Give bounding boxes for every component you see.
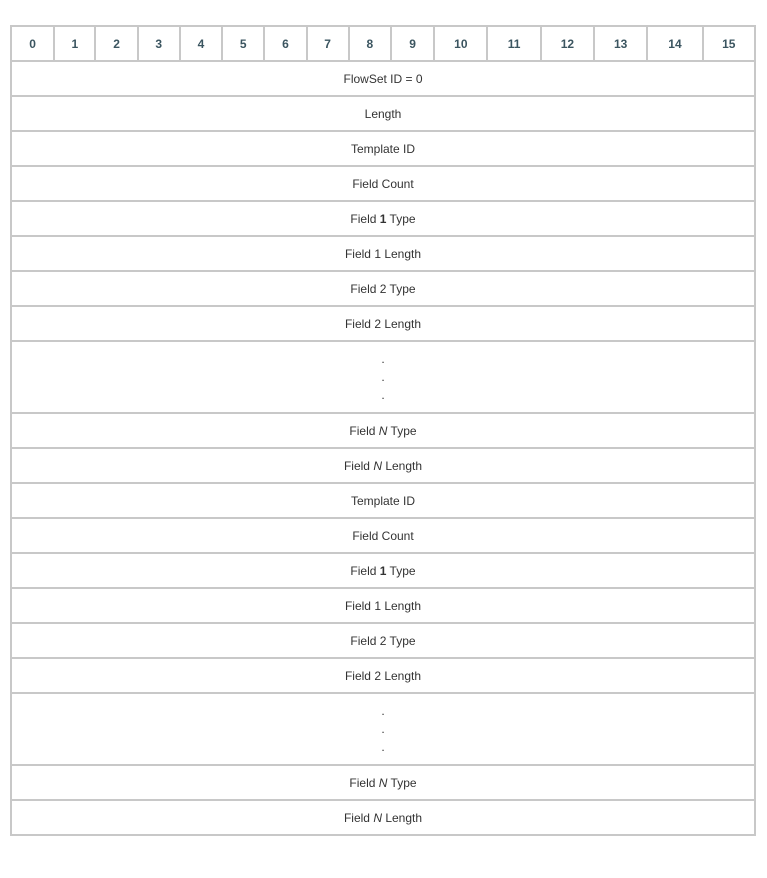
ellipsis-dot: . [381,704,385,718]
field-row [11,588,755,623]
field-label-part: Field [349,775,379,790]
bit-number-7: 7 [307,26,349,61]
field-label-part: Template ID [350,141,416,156]
field-cell [11,623,755,658]
field-label-part: FlowSet ID = 0 [343,71,423,86]
field-cell [11,800,755,835]
bit-number-8: 8 [349,26,391,61]
field-row [11,800,755,835]
ellipsis-cell [11,693,755,765]
field-row [11,166,755,201]
field-label-part: Type [386,563,416,578]
bit-number-2: 2 [95,26,137,61]
field-row [11,306,755,341]
field-cell [11,413,755,448]
field-row [11,765,755,800]
field-label-part: Field 2 Type [350,633,416,648]
field-cell [11,483,755,518]
ellipsis-row [11,693,755,765]
ellipsis-dot: . [381,352,385,366]
field-row [11,623,755,658]
template-flowset-table [10,25,756,836]
bit-number-1: 1 [54,26,95,61]
field-label-part: N [373,458,382,473]
field-row [11,236,755,271]
field-cell [11,553,755,588]
bit-number-11: 11 [487,26,540,61]
field-label-part: Field [349,423,379,438]
field-cell [11,448,755,483]
ellipsis-dot: . [381,370,385,384]
ellipsis-row [11,341,755,413]
field-label-part: N [373,810,382,825]
bit-header-row [11,26,755,61]
bit-number-4: 4 [180,26,222,61]
field-cell [11,588,755,623]
field-label-part: Field Count [352,176,414,191]
bit-number-3: 3 [138,26,180,61]
ellipsis-dot: . [381,740,385,754]
field-label-part: Field 2 Type [350,281,416,296]
field-cell [11,658,755,693]
field-row [11,553,755,588]
field-row [11,96,755,131]
field-row [11,658,755,693]
field-label-part: Length [381,458,423,473]
field-cell [11,131,755,166]
field-label-part: Length [364,106,402,121]
bit-number-9: 9 [391,26,434,61]
field-row [11,413,755,448]
field-cell [11,518,755,553]
ellipsis-dot: . [381,388,385,402]
field-cell [11,236,755,271]
field-cell [11,201,755,236]
bit-number-5: 5 [222,26,264,61]
field-row [11,131,755,166]
field-label-part: Template ID [350,493,416,508]
bit-number-14: 14 [647,26,702,61]
field-cell [11,306,755,341]
field-label-part: Field [350,563,380,578]
bit-number-15: 15 [703,26,755,61]
field-label-part: Field [350,211,380,226]
field-label-part: N [378,423,388,438]
field-label-part: N [378,775,388,790]
field-row [11,61,755,96]
field-label-part: Field 2 Length [344,316,422,331]
field-cell [11,96,755,131]
field-label-part: Field [343,458,374,473]
field-label-part: Field 1 Length [344,598,422,613]
field-row [11,271,755,306]
field-label-part: Field 1 Length [344,246,422,261]
packet-body [11,26,755,835]
bit-number-10: 10 [434,26,487,61]
field-row [11,483,755,518]
field-row [11,518,755,553]
field-cell [11,765,755,800]
field-label-part: Field Count [352,528,414,543]
field-label-part: Type [386,211,416,226]
field-label-part: Field [343,810,374,825]
ellipsis-cell [11,341,755,413]
field-label-part: Type [387,775,417,790]
field-row [11,448,755,483]
field-label-part: Type [387,423,417,438]
field-row [11,201,755,236]
bit-number-13: 13 [594,26,647,61]
field-cell [11,271,755,306]
field-label-part: 1 [379,563,387,578]
field-label-part: Length [381,810,423,825]
field-label-part: 1 [379,211,387,226]
bit-number-12: 12 [541,26,594,61]
field-cell [11,61,755,96]
field-label-part: Field 2 Length [344,668,422,683]
bit-number-0: 0 [11,26,54,61]
ellipsis-dot: . [381,722,385,736]
field-cell [11,166,755,201]
bit-number-6: 6 [264,26,306,61]
